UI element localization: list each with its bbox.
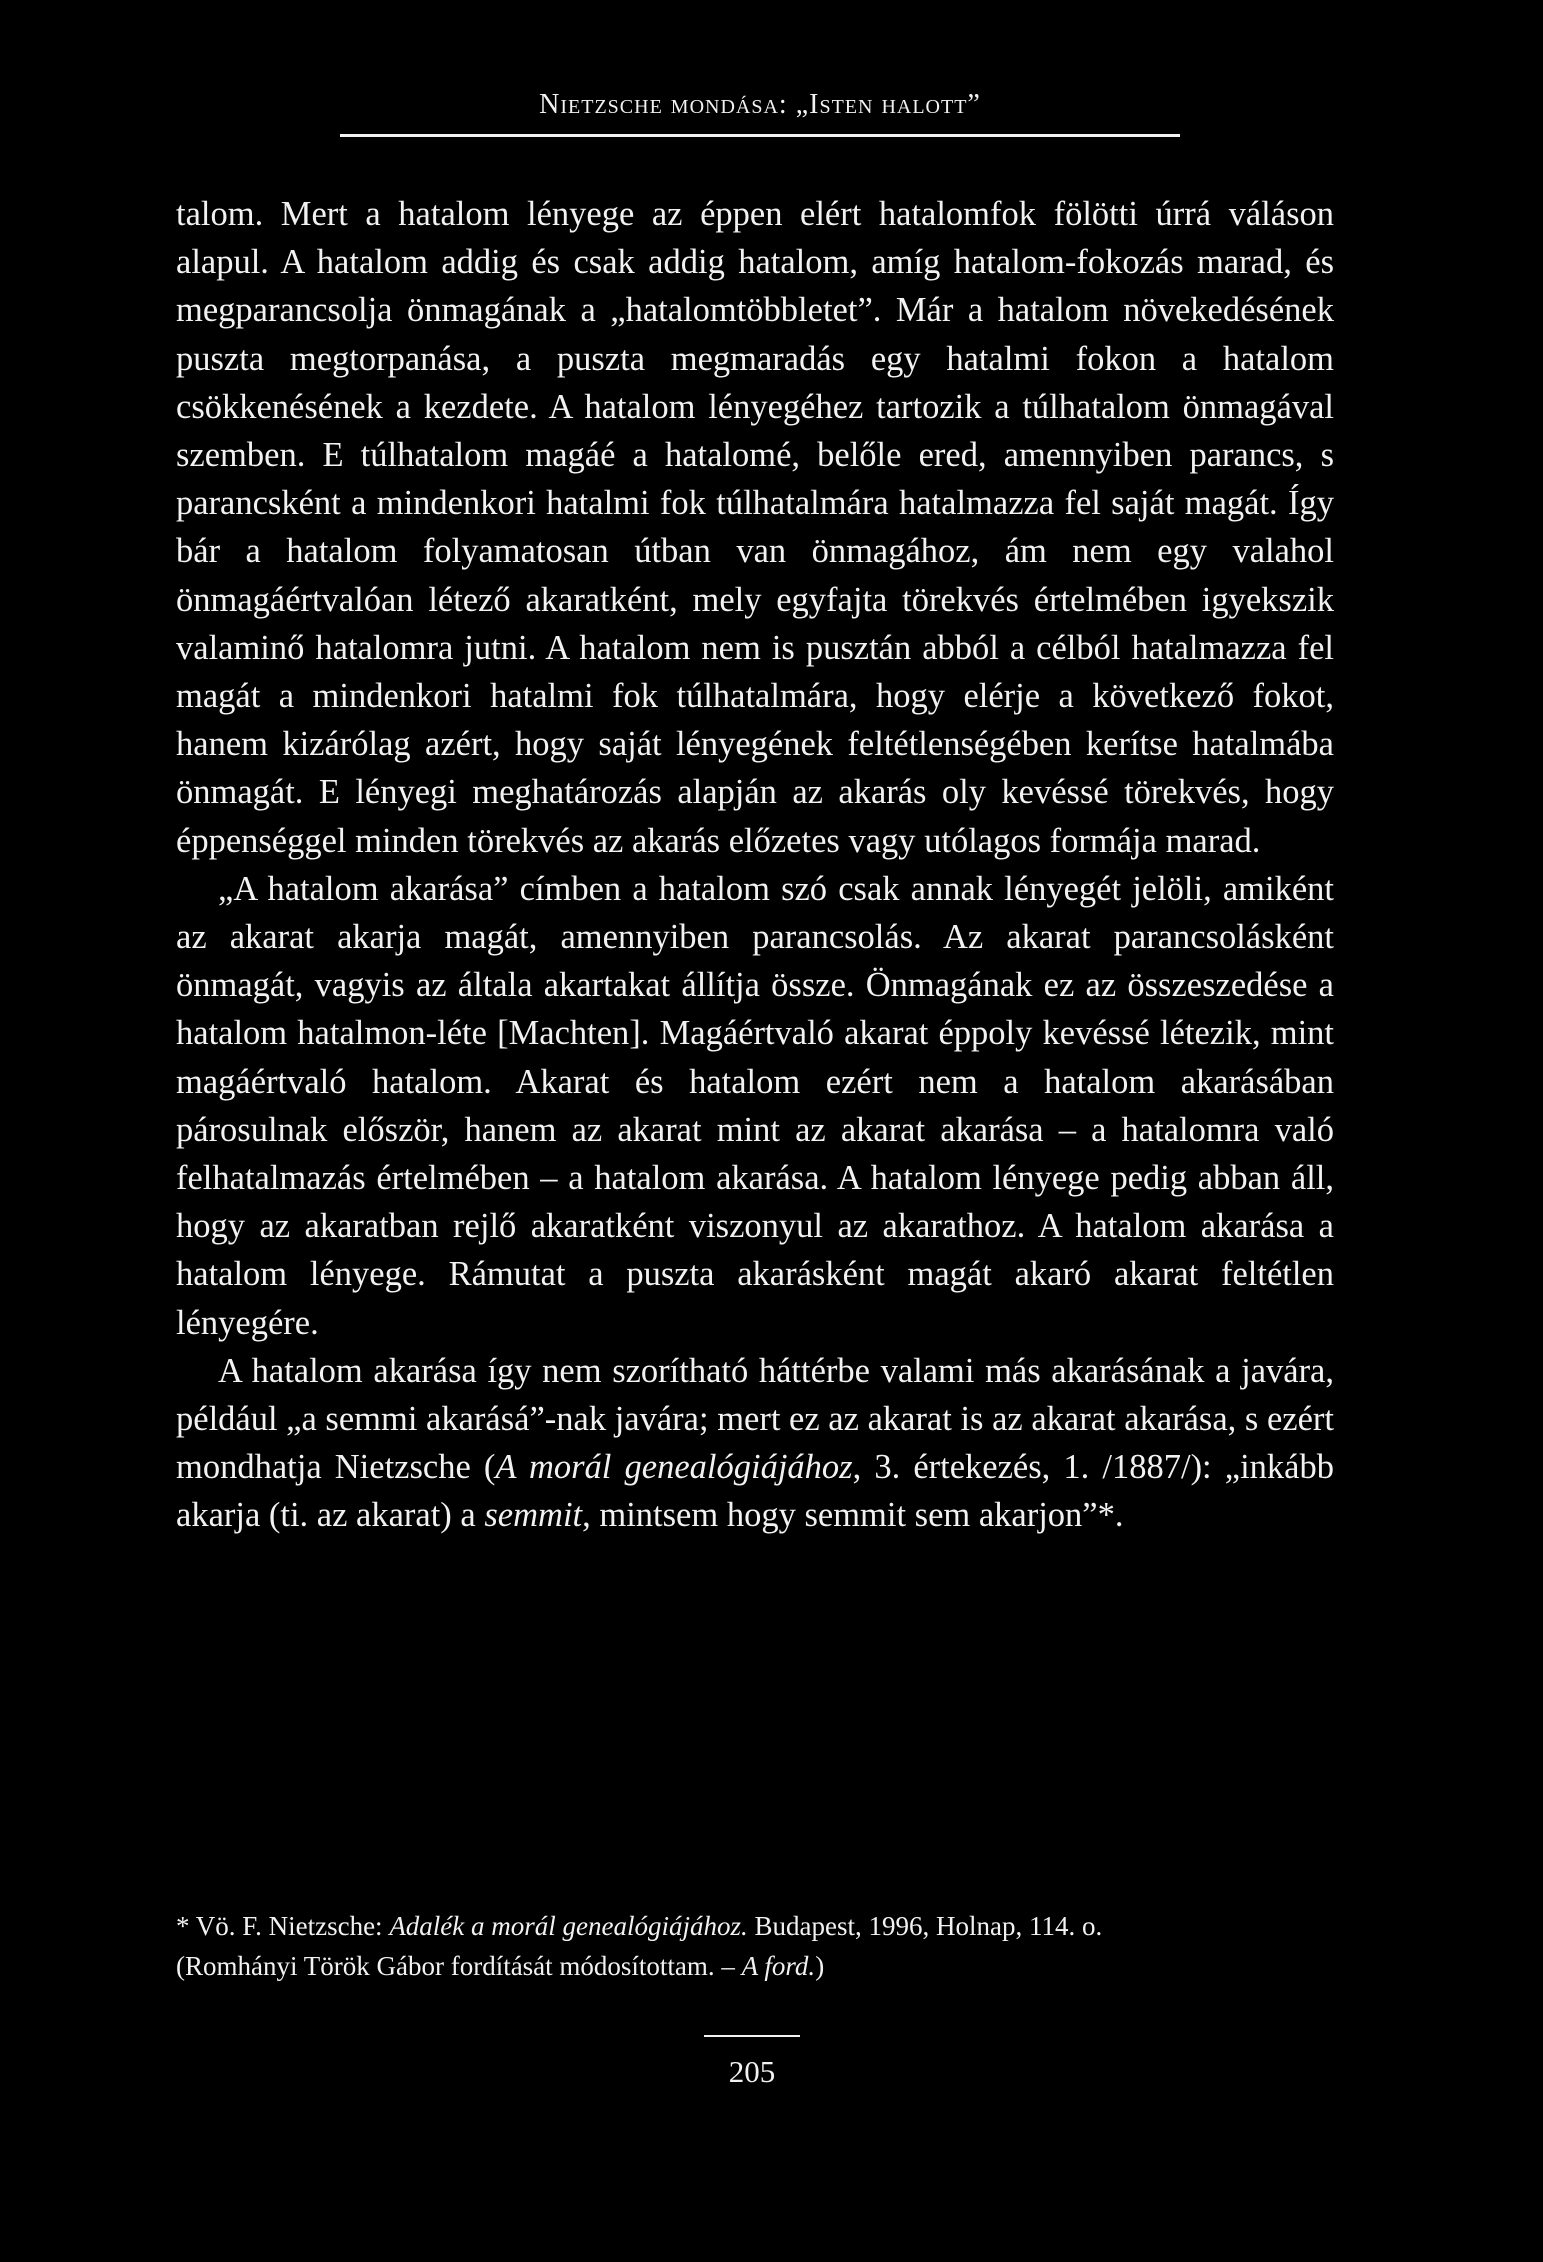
paragraph-1: talom. Mert a hatalom lényege az éppen elért hatalomfok fölötti úrrá váláson alapul. A hatalom addig és csak addig hatalom, amíg hatalom-fokozás marad, és megparancsolja önmagának a „hatalomtöbbletet”. Már a hatalom növekedésének puszta megtorpanása, a puszta megmaradás egy hatalmi fokon a hatalom csökkenésének a kezdete. A hatalom lényegéhez tartozik a túlhatalom önmagával szemben. E túlhatalom magáé a hatalomé, belőle ered, amennyiben parancs, s parancsként a mindenkori hatalmi fok túlhatalmára hatalmazza fel saját magát. Így bár a hatalom folyamatosan útban van önmagához, ám nem egy valahol önmagáértvalóan létező akaratként, mely egyfajta törekvés értelmében igyekszik valaminő hatalomra jutni. A hatalom nem is pusztán abból a célból hatalmazza fel magát a mindenkori hatalmi fok túlhatalmára, hogy elérje a következő fokot, hanem kizárólag azért, hogy saját lényegének feltétlenségében kerítse hatalmába önmagát. E lényegi meghatározás alapján az akarás oly kevéssé törekvés, hogy éppenséggel minden törekvés az akarás előzetes vagy utólagos formája marad. — [176, 195, 1334, 860]
paragraph-3 — [176, 1347, 1334, 1540]
paragraph-3-text: A hatalom akarása így nem szorítható háttérbe valami más akarásának a javára, például „a semmi akarásá”-nak javára; mert ez az akarat is az akarat akarása, s ezért mondhatja Nietzsche ( — [176, 1351, 1334, 1487]
page-number: 205 — [728, 2054, 776, 2089]
book-title-italic: A morál genealógiájához — [495, 1448, 853, 1487]
footnote-text: ) — [815, 1951, 825, 1981]
paragraph-3-text: , 3. értekezés, 1. /1887/): „inkább akarja (ti. az akarat) a — [176, 1448, 1334, 1535]
footnote — [176, 1906, 1334, 1986]
body-text — [176, 190, 1334, 1540]
running-head: Nietzsche mondása: „Isten halott” — [539, 89, 981, 120]
footnote-line-2 — [176, 1946, 1334, 1986]
page-number-rule — [704, 2035, 800, 2037]
footnote-text: Budapest, 1996, Holnap, 114. o. — [747, 1911, 1103, 1941]
header-rule — [340, 134, 1180, 137]
footnote-text: (Romhányi Török Gábor fordítását módosítottam. – — [176, 1951, 742, 1981]
paragraph-3-text: , mintsem hogy semmit sem akarjon”*. — [582, 1496, 1124, 1535]
footnote-line-1 — [176, 1906, 1334, 1946]
footnote-title-italic: Adalék a morál genealógiájához. — [389, 1911, 748, 1941]
emphasis-italic: semmit — [484, 1496, 583, 1535]
paragraph-2: „A hatalom akarása” címben a hatalom szó csak annak lényegét jelöli, amiként az akarat akarja magát, amennyiben parancsolás. Az akarat parancsolásként önmagát, vagyis az általa akartakat állítja össze. Önmagának ez az összeszedése a hatalom hatalmon-léte [Machten]. Magáértvaló akarat éppoly kevéssé létezik, mint magáértvaló hatalom. Akarat és hatalom ezért nem a hatalom akarásában párosulnak először, hanem az akarat mint az akarat akarása – a hatalomra való felhatalmazás értelmében – a hatalom akarása. A hatalom lényege pedig abban áll, hogy az akaratban rejlő akaratként viszonyul az akarathoz. A hatalom akarása a hatalom lényege. Rámutat a puszta akarásként magát akaró akarat feltétlen lényegére. — [176, 869, 1334, 1342]
translator-note-italic: A ford. — [741, 1951, 816, 1981]
footnote-text: * Vö. F. Nietzsche: — [176, 1911, 390, 1941]
